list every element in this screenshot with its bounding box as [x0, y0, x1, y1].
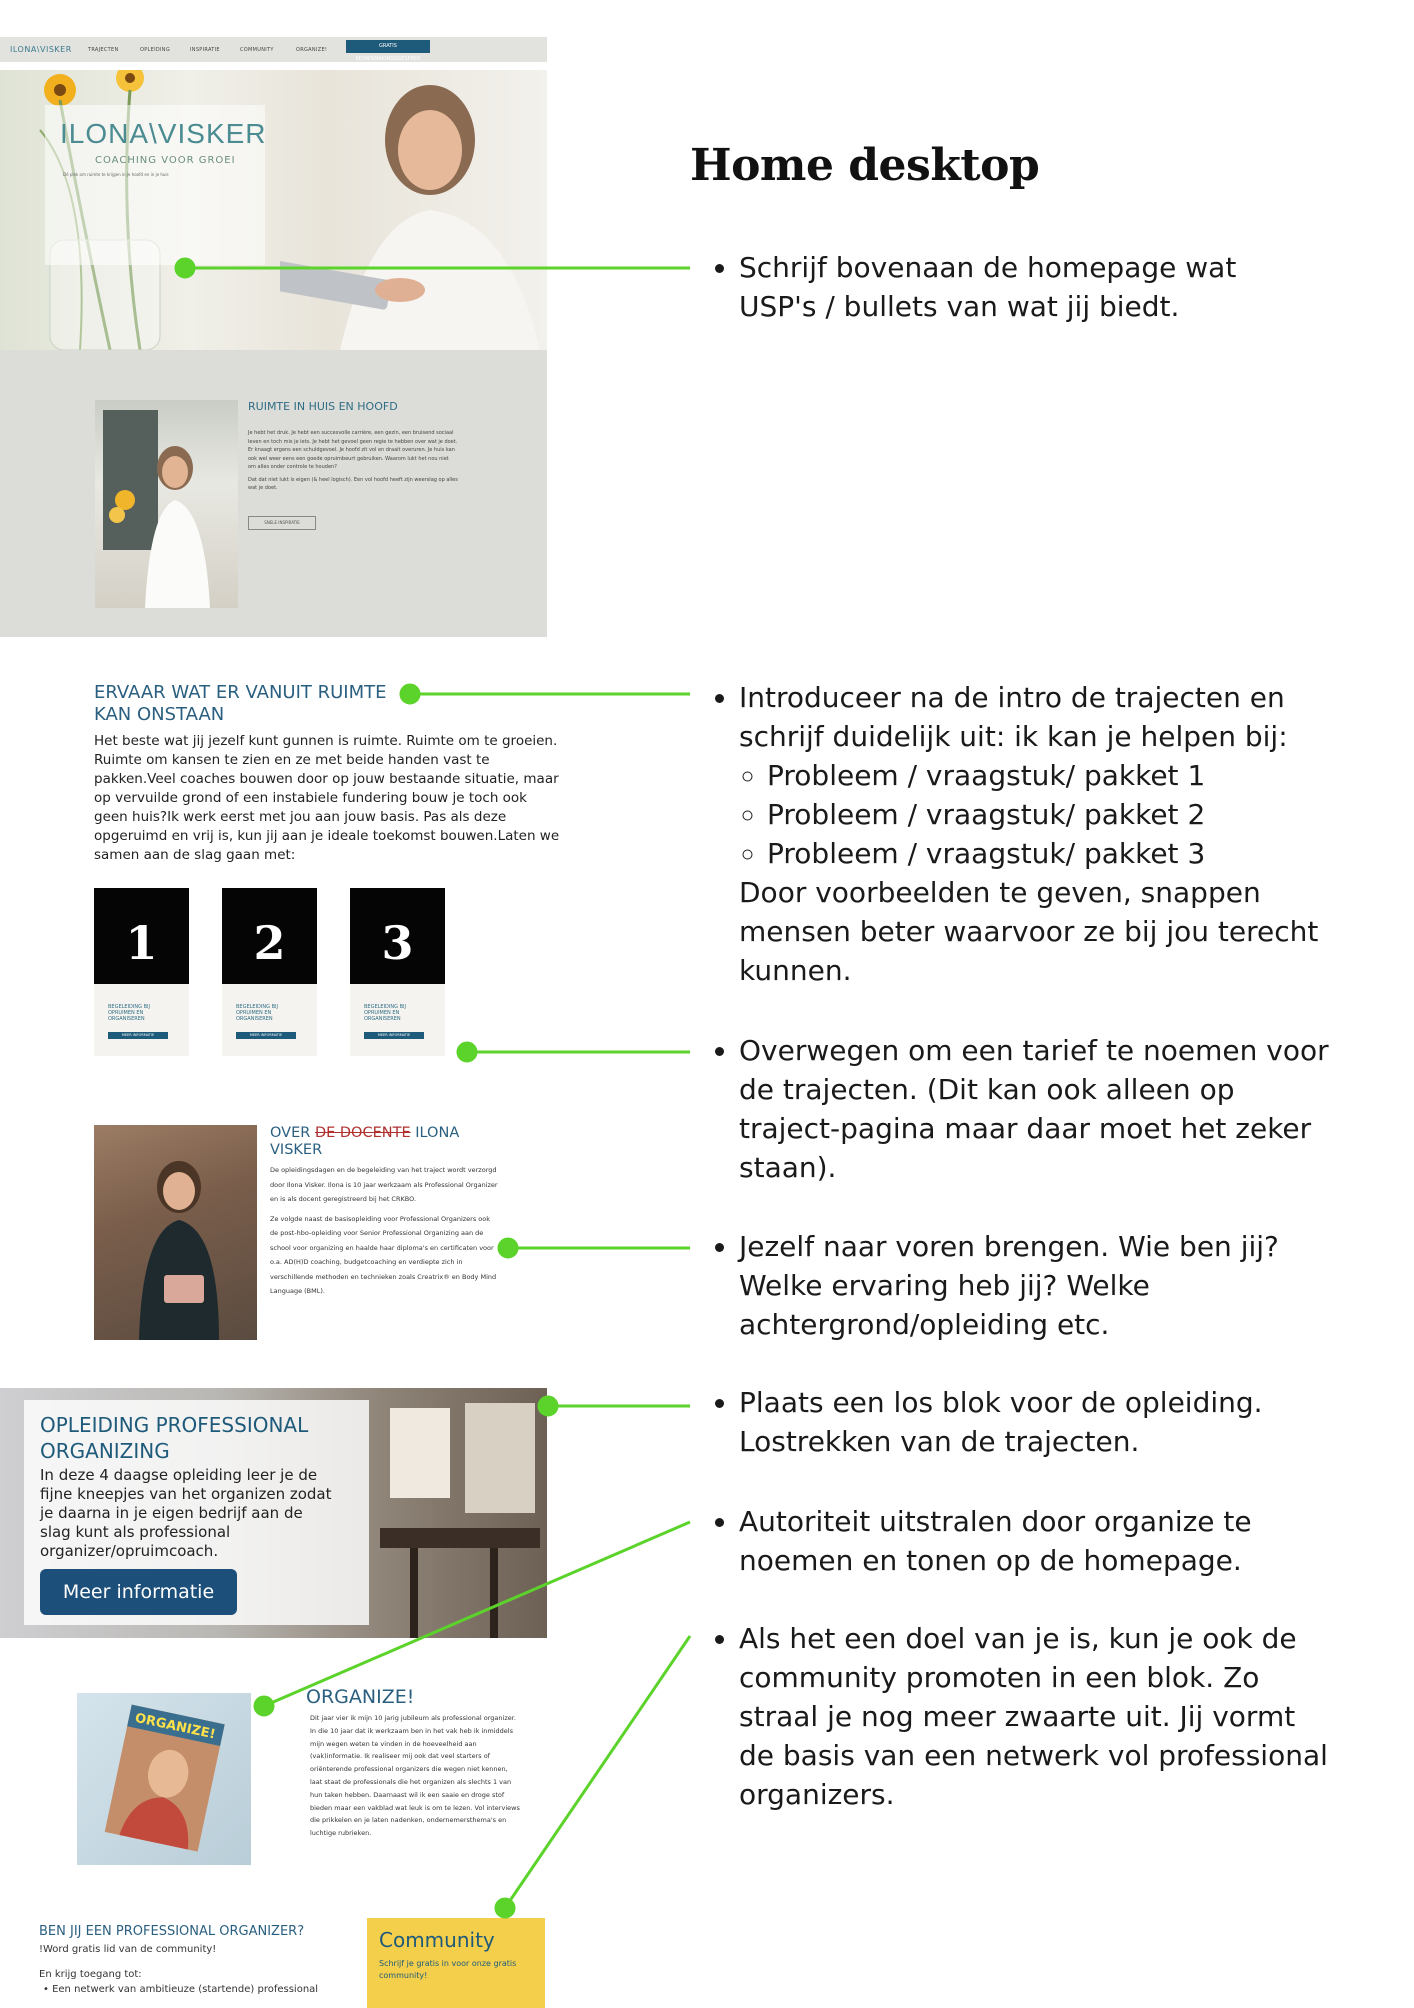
magazine-title: ORGANIZE!: [133, 1710, 217, 1743]
annotation-1-text: • Schrijf bovenaan de homepage wat USP's / bullets van wat jij biedt.: [739, 248, 1285, 326]
intro-paragraph-2: Dat dat niet lukt is eigen (& heel logisch). Een vol hoofd heeft zijn weerslag op alles wat je doet.: [248, 476, 458, 491]
about-paragraph-2: Ze volgde naast de basisopleiding voor Professional Organizers ook de post-hbo-opleiding voor Senior Professional Organizing aan de school voor organizing en haalde haar diploma's en certificaten voor o.a. AD(H)D coaching, budgetcoaching en verdiepte zich in verschillende methoden en technieken zoals Creatrix® en Body Mind Language (BML).: [270, 1214, 497, 1295]
traject-card-label: BEGELEIDING BIJ OPRUIMEN EN ORGANISEREN: [108, 1004, 150, 1022]
connector-line-7: [505, 1636, 690, 1908]
intro-inspiration-button[interactable]: SNELE INSPIRATIE: [248, 516, 316, 530]
about-heading-strike: DE DOCENTE: [314, 1125, 411, 1141]
annotation-5-text: • Plaats een los blok voor de opleiding. Lostrekken van de trajecten.: [739, 1383, 1335, 1461]
connector-dot-6: [255, 1697, 273, 1715]
hero-brand: ILONA\VISKER: [60, 118, 267, 149]
annotation-4-text: • Jezelf naar voren brengen. Wie ben jij? Welke ervaring heb jij? Welke achtergrond/opleiding etc.: [739, 1227, 1335, 1344]
nav-logo[interactable]: ILONA\VISKER: [10, 45, 72, 54]
traject-card-button[interactable]: MEER INFORMATIE: [236, 1032, 296, 1039]
community-bullet-text: Een netwerk van ambitieuze (startende) professional: [52, 1984, 319, 1995]
nav-item-community[interactable]: COMMUNITY: [240, 47, 274, 53]
community-bullet: • Een netwerk van ambitieuze (startende) professional: [43, 1984, 319, 1995]
traject-card-number: 3: [350, 888, 445, 984]
annotation-2-sub-2: ◦ Probleem / vraagstuk/ pakket 2: [767, 795, 1335, 834]
community-box-text: Schrijf je gratis in voor onze gratis community!: [379, 1959, 517, 1980]
connector-dot-1: [176, 259, 194, 277]
connector-line-6: [264, 1522, 690, 1706]
annotation-2-sub-1: ◦ Probleem / vraagstuk/ pakket 1: [767, 756, 1335, 795]
community-line-2: En krijg toegang tot:: [39, 1969, 142, 1980]
nav-cta-button[interactable]: GRATIS KENNISMAKINGSGESPREK: [346, 40, 430, 53]
traject-card-button[interactable]: MEER INFORMATIE: [108, 1032, 168, 1039]
hero-tagline: COACHING VOOR GROEI: [95, 155, 236, 166]
traject-card-label: BEGELEIDING BIJ OPRUIMEN EN ORGANISEREN: [364, 1004, 406, 1022]
connector-dot-5: [539, 1397, 557, 1415]
annotation-7-text: • Als het een doel van je is, kun je ook de community promoten in een blok. Zo straal je nog meer zwaarte uit. Jij vormt de basis van een netwerk vol professional organizers.: [739, 1619, 1335, 1814]
intro-heading: RUIMTE IN HUIS EN HOOFD: [248, 400, 398, 413]
nav-item-trajecten[interactable]: TRAJECTEN: [88, 47, 119, 53]
opleiding-heading: OPLEIDING PROFESSIONAL ORGANIZING: [40, 1413, 309, 1463]
about-heading-pre: OVER: [270, 1125, 315, 1141]
about-paragraph-1: De opleidingsdagen en de begeleiding van het traject wordt verzorgd door Ilona Visker. Ilona is 10 jaar werkzaam als Professional Organizer en is als docent geregistreerd bij het CRKBO.: [270, 1166, 498, 1203]
annotation-6-text: • Autoriteit uitstralen door organize te noemen en tonen op de homepage.: [739, 1502, 1335, 1580]
annotation-3-text: • Overwegen om een tarief te noemen voor de trajecten. (Dit kan ook alleen op traject-pagina maar daar moet het zeker staan).: [739, 1031, 1335, 1187]
traject-card-button[interactable]: MEER INFORMATIE: [364, 1032, 424, 1039]
connector-dot-4: [499, 1239, 517, 1257]
traject-card-label: BEGELEIDING BIJ OPRUIMEN EN ORGANISEREN: [236, 1004, 278, 1022]
nav-item-organize[interactable]: ORGANIZE!: [296, 47, 328, 53]
nav-item-opleiding[interactable]: OPLEIDING: [140, 47, 171, 53]
community-line-1: !Word gratis lid van de community!: [39, 1944, 217, 1955]
organize-paragraph: Dit jaar vier ik mijn 10 jarig jubileum als professional organizer. In die 10 jaar dat ik werkzaam ben in het vak heb ik inmiddels mijn wegen weten te vinden in de hoeveelheid aan (vak)informatie. Ik realiseer mij ook dat veel starters of oriënterende professional organizers die wegen niet kennen, laat staat de professionals die het organizen als slechts 1 van hun taken hebben. Daarnaast wil ik een saaie en droge stof bieden maar een vakblad wat leuk is om te lezen. Vol interviews die prikkelen en je laten nadenken, ondernemersthema's en luchtige rubrieken.: [310, 1714, 520, 1838]
annotation-2-outro: Door voorbeelden te geven, snappen mensen beter waarvoor ze bij jou terecht kunnen.: [739, 876, 1319, 987]
about-heading-post: ILONA VISKER: [270, 1125, 460, 1158]
page-title: Home desktop: [690, 140, 1040, 191]
nav-item-inspiratie[interactable]: INSPIRATIE: [190, 47, 220, 53]
traject-card-number: 2: [222, 888, 317, 984]
opleiding-paragraph: In deze 4 daagse opleiding leer je de fijne kneepjes van het organizen zodat je daarna in je eigen bedrijf aan de slag kunt als professional organizer/opruimcoach.: [40, 1466, 332, 1560]
annotation-2-intro: Introduceer na de intro de trajecten en schrijf duidelijk uit: ik kan je helpen bij:: [739, 681, 1288, 753]
traject-card-number: 1: [94, 888, 189, 984]
opleiding-more-info-button[interactable]: Meer informatie: [40, 1569, 237, 1615]
connector-dot-3: [458, 1043, 476, 1061]
community-heading: BEN JIJ EEN PROFESSIONAL ORGANIZER?: [39, 1924, 305, 1939]
annotation-2-sub-3: ◦ Probleem / vraagstuk/ pakket 3: [767, 834, 1335, 873]
hero-subline: Dé plek om ruimte te krijgen in je hoofd en in je huis: [63, 172, 169, 177]
trajecten-paragraph: Het beste wat jij jezelf kunt gunnen is ruimte. Ruimte om te groeien. Ruimte om kansen te zien en ze met beide handen vast te pakken.Veel coaches bouwen door op jouw bestaande situatie, maar op vervuilde grond of een instabiele fundering bouw je toch ook geen huis?Ik werk eerst met jou aan jouw basis. Pas als deze opgeruimd en vrij is, kun jij aan je ideale toekomst bouwen.Laten we samen aan de slag gaan met:: [94, 733, 560, 863]
connector-dot-7: [496, 1899, 514, 1917]
trajecten-heading: ERVAAR WAT ER VANUIT RUIMTE KAN ONSTAAN: [94, 682, 387, 725]
organize-heading: ORGANIZE!: [306, 1686, 415, 1708]
connector-dot-2: [401, 685, 419, 703]
intro-paragraph-1: Je hebt het druk. Je hebt een succesvolle carrière, een gezin, een bruisend sociaal leven en toch mis je iets. Je hebt het gevoel geen regie te hebben over wat je doet. Er knaagt ergens een schuldgevoel. Je hoofd zit vol en draait overuren. Je huis kan ook wel weer eens een goede opruimbeurt gebruiken. Waarom lukt het nou niet om alles onder controle te houden?: [248, 430, 458, 470]
community-box-title: Community: [379, 1928, 495, 1952]
